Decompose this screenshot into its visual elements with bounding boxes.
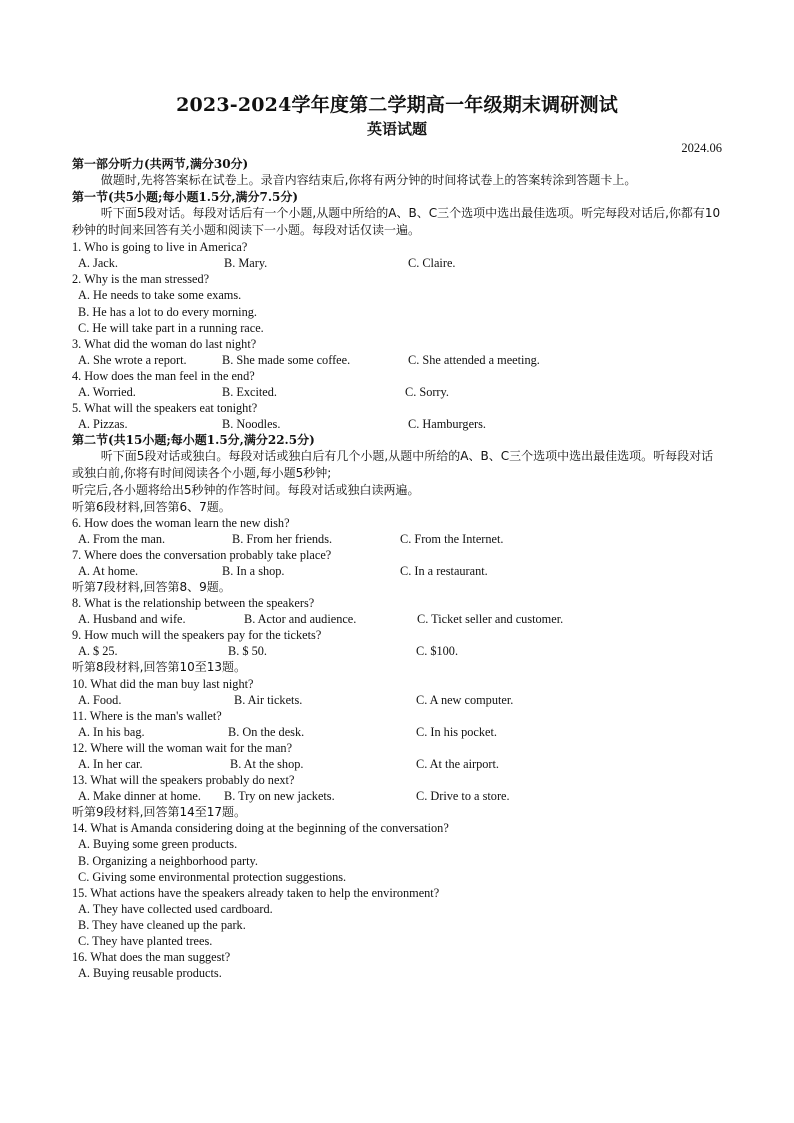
- option-c: C. At the airport.: [416, 757, 499, 771]
- exam-subtitle: 英语试题: [366, 120, 427, 138]
- question-options: [72, 255, 724, 271]
- option-a: A. Worried.: [78, 385, 136, 400]
- option-a: A. He needs to take some exams.: [78, 288, 242, 303]
- question-options: [72, 384, 724, 400]
- option-b: B. Noodles.: [222, 417, 281, 432]
- question-stem: 15. What actions have the speakers already taken to help the environment?: [72, 885, 440, 900]
- question-options: [72, 416, 724, 432]
- option-a: A. Husband and wife.: [78, 612, 186, 627]
- option-b: B. Excited.: [222, 385, 277, 400]
- option-a: A. At home.: [78, 563, 139, 578]
- question-stem: 9. How much will the speakers pay for the tickets?: [72, 628, 322, 643]
- question-stem: 16. What does the man suggest?: [72, 950, 231, 965]
- option-b: B. Air tickets.: [234, 692, 303, 707]
- option-b: B. He has a lot to do every morning.: [78, 304, 257, 319]
- option-c: C. Drive to a store.: [416, 789, 510, 804]
- option-a: A. Pizzas.: [78, 417, 128, 432]
- option-b: B. Actor and audience.: [244, 612, 357, 627]
- question-stem: 7. Where does the conversation probably take place?: [72, 547, 332, 562]
- option-c: C. Giving some environmental protection suggestions.: [78, 869, 347, 884]
- option-c: C. In a restaurant.: [400, 563, 488, 578]
- option-a: A. Make dinner at home.: [78, 789, 201, 804]
- option-c: C. A new computer.: [416, 692, 514, 707]
- question-options: [72, 531, 724, 547]
- exam-date: 2024.06: [681, 141, 722, 155]
- part1-heading: 第一部分听力(共两节,满分30分): [72, 157, 249, 171]
- option-b: B. She made some coffee.: [222, 352, 351, 367]
- exam-content: [72, 156, 724, 981]
- option-c: C. Claire.: [408, 256, 456, 271]
- option-a: A. In her car.: [78, 757, 143, 771]
- option-b: B. Try on new jackets.: [224, 789, 335, 804]
- question-stem: 14. What is Amanda considering doing at the beginning of the conversation?: [72, 821, 449, 836]
- option-a: A. Buying reusable products.: [78, 966, 222, 981]
- option-c: C. In his pocket.: [416, 724, 497, 739]
- section2-instruction-cont: 听完后,各小题将给出5秒钟的作答时间。每段对话或独白读两遍。: [72, 483, 420, 498]
- option-a: A. In his bag.: [78, 724, 145, 739]
- option-c: C. She attended a meeting.: [408, 352, 540, 367]
- question-stem: 4. How does the man feel in the end?: [72, 368, 255, 383]
- question-stem: 2. Why is the man stressed?: [72, 272, 210, 287]
- option-a: A. $ 25.: [78, 644, 118, 659]
- material-heading: 听第9段材料,回答第14至17题。: [72, 805, 246, 820]
- question-stem: 6. How does the woman learn the new dish?: [72, 515, 290, 530]
- option-b: B. Organizing a neighborhood party.: [78, 853, 258, 868]
- option-b: B. They have cleaned up the park.: [78, 917, 246, 932]
- option-c: C. He will take part in a running race.: [78, 320, 264, 335]
- option-c: C. From the Internet.: [400, 531, 504, 546]
- option-b: B. At the shop.: [230, 757, 304, 771]
- exam-title: 2023-2024学年度第二学期高一年级期末调研测试: [176, 94, 618, 116]
- option-b: B. Mary.: [224, 256, 268, 271]
- section2-instruction: 听下面5段对话或独白。每段对话或独白后有几个小题,从题中所给的A、B、C三个选项中选出最佳选项。听每段对话或独白前,你将有时间阅读各个小题,每小题5秒钟;: [72, 449, 714, 481]
- part1-instruction: 做题时,先将答案标在试卷上。录音内容结束后,你将有两分钟的时间将试卷上的答案转涂到答题卡上。: [100, 173, 637, 188]
- question-stem: 8. What is the relationship between the speakers?: [72, 596, 315, 611]
- material-heading: 听第7段材料,回答第8、9题。: [72, 579, 231, 594]
- section1-heading: 第一节(共5小题;每小题1.5分,满分7.5分): [72, 190, 299, 205]
- question-options: [72, 788, 724, 804]
- material-heading: 听第6段材料,回答第6、7题。: [72, 499, 231, 514]
- option-b: B. In a shop.: [222, 563, 285, 578]
- question-stem: 3. What did the woman do last night?: [72, 336, 257, 351]
- question-options: [72, 756, 724, 772]
- option-c: C. Ticket seller and customer.: [417, 612, 564, 627]
- question-options: [72, 352, 724, 368]
- question-stem: 13. What will the speakers probably do next?: [72, 773, 295, 788]
- option-a: A. She wrote a report.: [78, 352, 187, 367]
- section1-instruction: 听下面5段对话。每段对话后有一个小题,从题中所给的A、B、C三个选项中选出最佳选项。听完每段对话后,你都有10秒钟的时间来回答有关小题和阅读下一小题。每段对话仅读一遍。: [72, 206, 721, 238]
- option-c: C. They have planted trees.: [78, 934, 213, 949]
- option-b: B. On the desk.: [228, 724, 305, 739]
- option-a: A. Food.: [78, 692, 122, 707]
- question-stem: 10. What did the man buy last night?: [72, 676, 254, 691]
- question-options: [72, 611, 724, 627]
- option-a: A. From the man.: [78, 531, 166, 546]
- question-stem: 12. Where will the woman wait for the man?: [72, 740, 293, 755]
- material-heading: 听第8段材料,回答第10至13题。: [72, 660, 246, 675]
- option-b: B. $ 50.: [228, 644, 267, 659]
- option-c: C. $100.: [416, 644, 459, 659]
- option-a: A. They have collected used cardboard.: [78, 901, 273, 916]
- question-options: [72, 724, 724, 740]
- section2-heading: 第二节(共15小题;每小题1.5分,满分22.5分): [72, 433, 315, 448]
- option-c: C. Hamburgers.: [408, 417, 486, 432]
- question-options: [72, 692, 724, 708]
- option-b: B. From her friends.: [232, 531, 333, 546]
- question-stem: 1. Who is going to live in America?: [72, 240, 248, 255]
- question-stem: 11. Where is the man's wallet?: [72, 708, 222, 723]
- option-a: A. Buying some green products.: [78, 837, 238, 852]
- question-options: [72, 563, 724, 579]
- option-a: A. Jack.: [78, 256, 118, 271]
- option-c: C. Sorry.: [405, 385, 449, 400]
- question-stem: 5. What will the speakers eat tonight?: [72, 401, 258, 416]
- question-options: [72, 643, 724, 659]
